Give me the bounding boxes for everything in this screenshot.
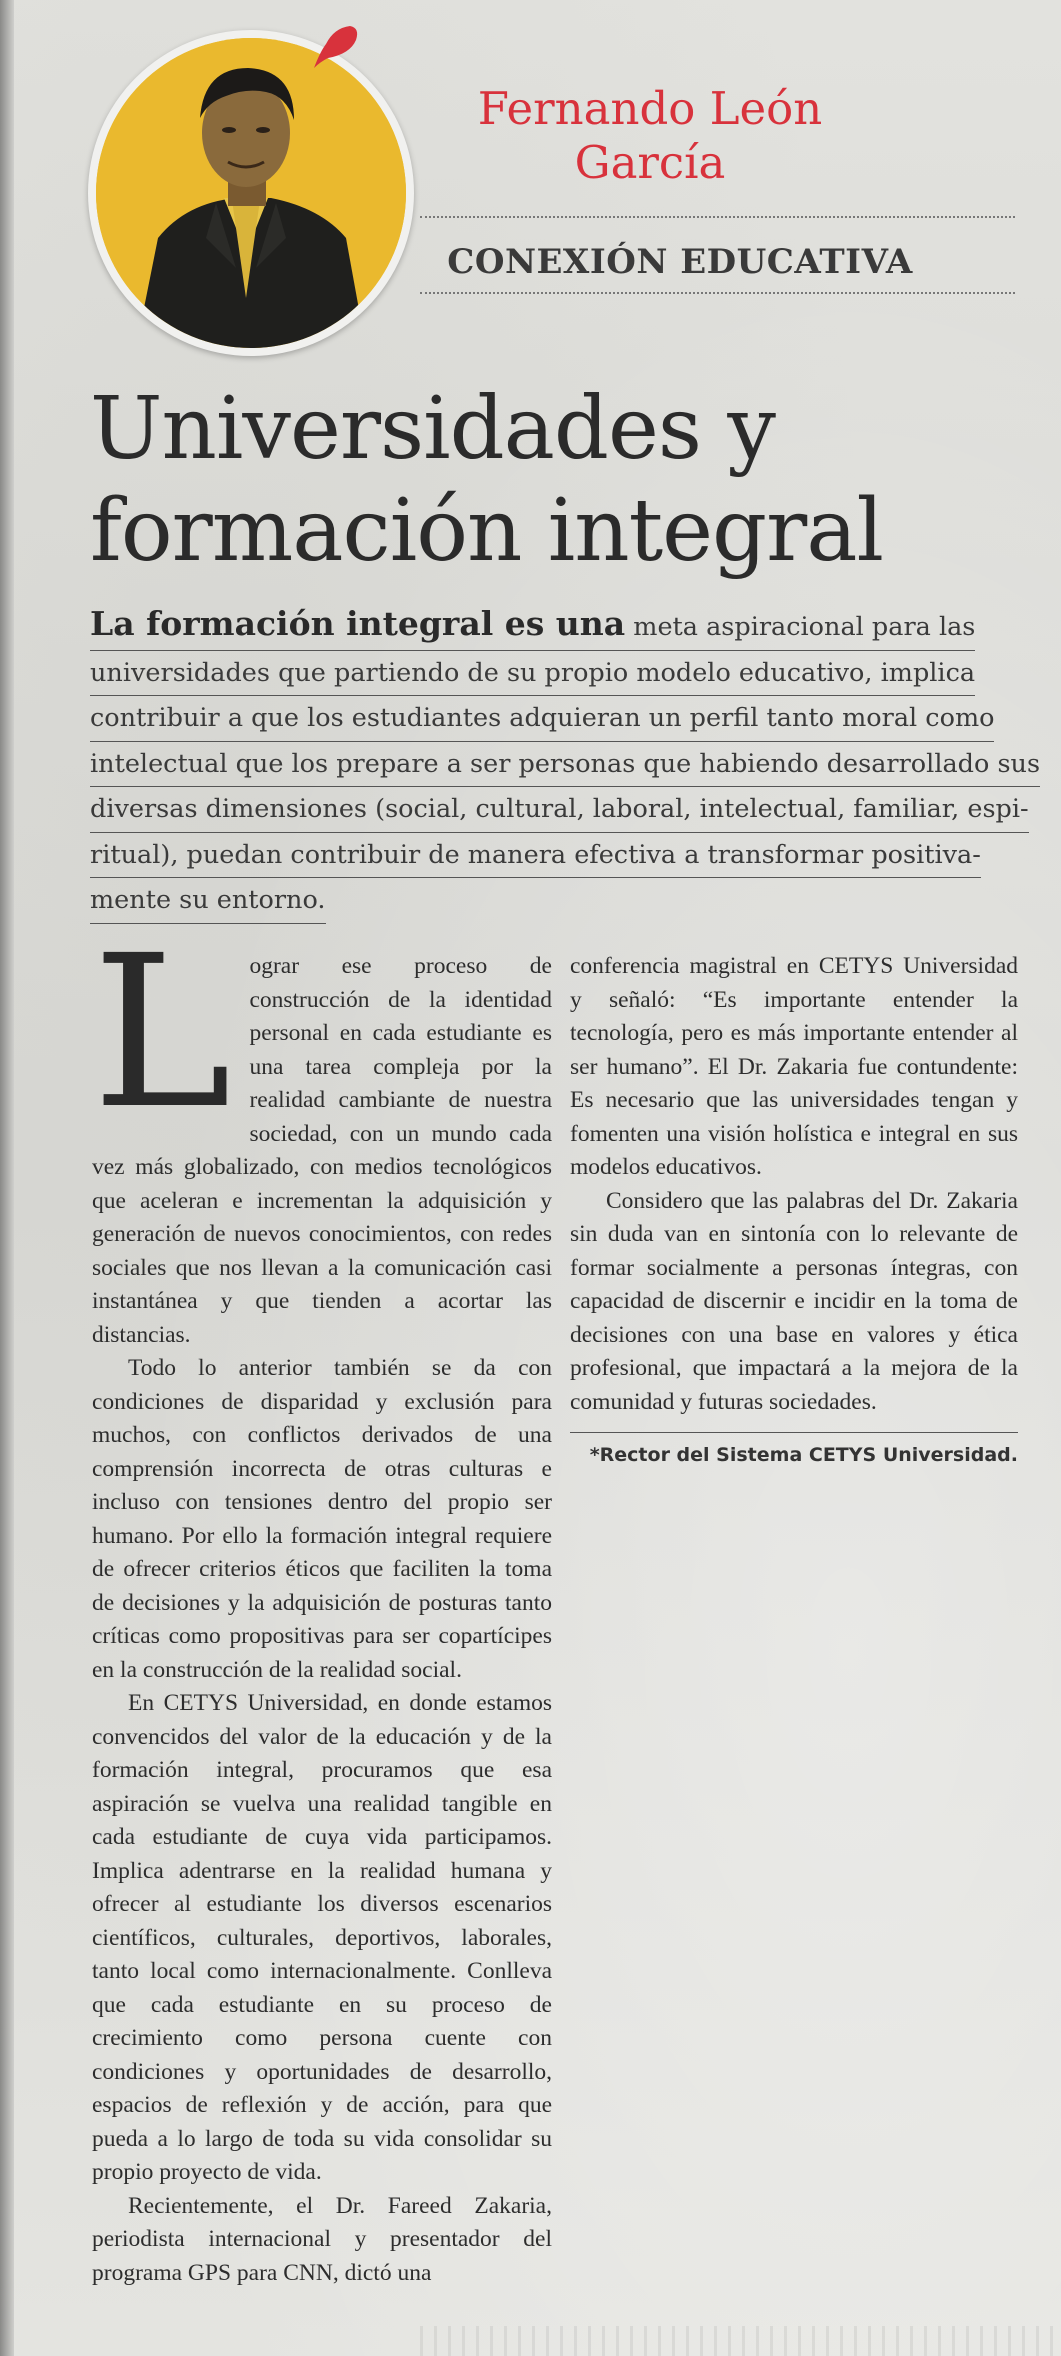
lead-line-2: contribuir a que los estudiantes adquieran un perfil tanto moral como — [90, 696, 994, 742]
page-edge — [0, 0, 14, 2356]
column-name: CONEXIÓN EDUCATIVA — [447, 242, 913, 282]
footnote-rule — [570, 1432, 1018, 1433]
headline-line1: Universidades y — [90, 379, 775, 479]
author-portrait-illustration — [96, 38, 406, 348]
body-paragraph-1-text: ograr ese proceso de construcción de la identidad personal en cada estudiante es una tarea compleja por la realidad cambiante de nuestra sociedad, con un mundo cada vez más globalizado, con medios tecnológicos que aceleran e incrementan la adquisición y generación de nuevos conocimientos, con redes sociales que nos llevan a la comunicación casi instantánea y que tienden a acortar las distancias. — [92, 953, 552, 1348]
author-photo — [96, 38, 406, 348]
speech-drop-icon — [306, 22, 362, 72]
body-column-left — [92, 910, 552, 2290]
headline-line2: formación integral — [90, 481, 883, 581]
author-footnote: *Rector del Sistema CETYS Universidad. — [589, 1444, 1018, 1466]
author-name — [420, 82, 880, 190]
body-paragraph-5: conferencia magistral en CETYS Universidad y señaló: “Es importante entender la tecnología, pero es más importante entender al ser humano”. El Dr. Zakaria fue contundente: Es necesario que las universidades tengan y fomenten una visión holística e integral en sus modelos educativos. — [570, 953, 1018, 1180]
author-name-line2: García — [574, 136, 726, 189]
drop-cap: L — [92, 910, 232, 1155]
author-photo-frame — [88, 30, 414, 356]
lead-line-4: diversas dimensiones (social, cultural, laboral, intelectual, familiar, espi- — [90, 787, 1029, 833]
body-paragraph-4: Recientemente, el Dr. Fareed Zakaria, periodista internacional y presentador del programa GPS para CNN, dictó una — [92, 2192, 552, 2286]
page-bottom-edge — [420, 2326, 1060, 2356]
header-rule-bottom — [420, 292, 1015, 294]
lead-line-0 — [90, 602, 975, 651]
header-rule-top — [420, 216, 1015, 218]
lead-line-1: universidades que partiendo de su propio modelo educativo, implica — [90, 651, 975, 697]
body-paragraph-1 — [92, 910, 552, 1352]
author-name-line1: Fernando León — [477, 82, 823, 135]
body-paragraph-6: Considero que las palabras del Dr. Zakaria sin duda van en sintonía con lo relevante de formar socialmente a personas íntegras, con capacidad de discernir e incidir en la toma de decisiones con una base en valores y ética profesional, que impactará a la mejora de la comunidad y futuras sociedades. — [570, 1187, 1018, 1415]
body-column-right — [570, 950, 1018, 1419]
lead-bold: La formación integral es una — [90, 604, 626, 643]
body-paragraph-3: En CETYS Universidad, en donde estamos convencidos del valor de la educación y de la formación integral, procuramos que esa aspiración se vuelva una realidad tangible en cada estudiante de cuya vida participamos. Implica adentrarse en la realidad humana y ofrecer al estudiante los diversos escenarios científicos, culturales, deportivos, laborales, tanto local como internacionalmente. Conlleva que cada estudiante en su proceso de crecimiento como persona cuente con condiciones y oportunidades de desarrollo, espacios de reflexión y de acción, para que pueda a lo largo de toda su vida consolidar su propio proyecto de vida. — [92, 1690, 552, 2185]
lead-line-0-text: meta aspiracional para las — [625, 612, 976, 642]
lead-line-3: intelectual que los prepare a ser personas que habiendo desarrollado sus — [90, 742, 1040, 788]
body-paragraph-2: Todo lo anterior también se da con condiciones de disparidad y exclusión para muchos, con conflictos derivados de una comprensión incorrecta de otras culturas e incluso con tensiones dentro del propio ser humano. Por ello la formación integral requiere de ofrecer criterios éticos que faciliten la toma de decisiones y la adquisición de posturas tanto críticas como propositivas para ser copartícipes en la construcción de la realidad social. — [92, 1355, 552, 1683]
lead-line-5: ritual), puedan contribuir de manera efectiva a transformar positiva- — [90, 833, 981, 879]
lead-line-6: mente su entorno. — [90, 878, 326, 924]
headline — [90, 378, 990, 582]
lead-paragraph — [90, 602, 1041, 924]
